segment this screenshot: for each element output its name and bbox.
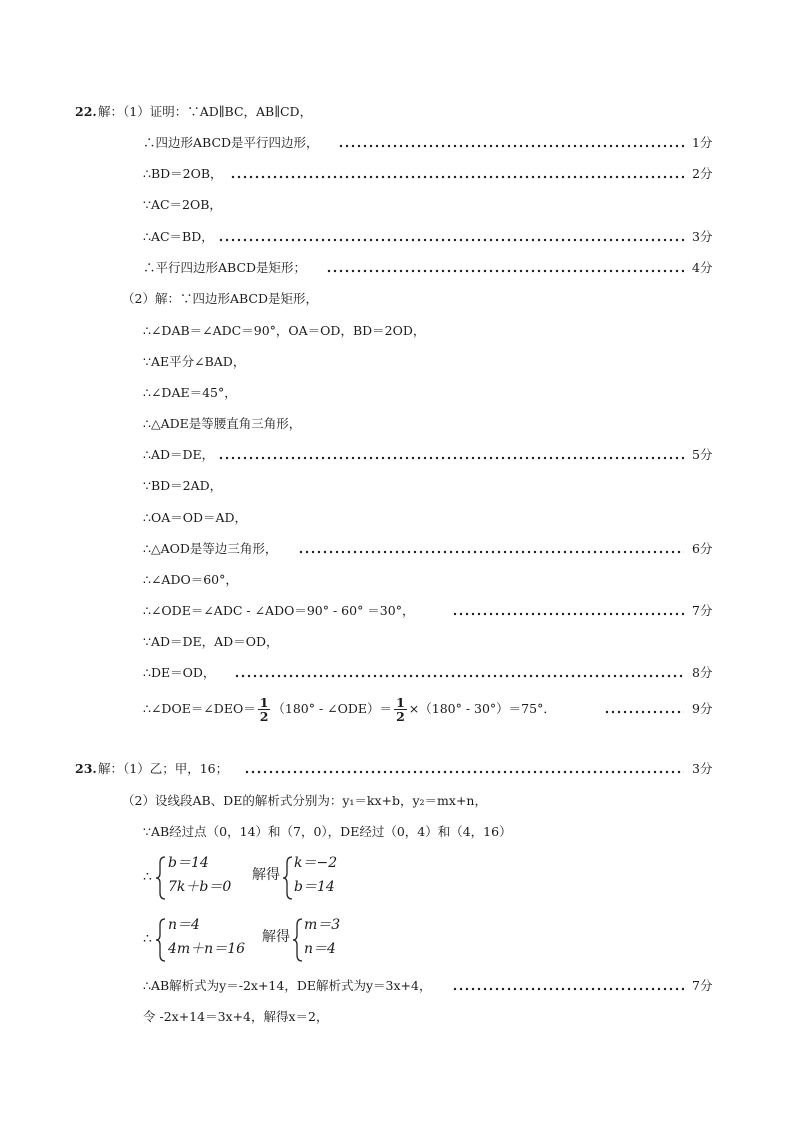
question-number: 22. <box>75 104 97 119</box>
eq-part-2: （180° - ∠ODE）＝ <box>272 701 393 716</box>
step-text: ∴△ADE是等腰直角三角形， <box>143 416 302 431</box>
q22-line-1 <box>0 101 794 123</box>
leader-dots <box>244 770 684 774</box>
fraction-denominator: 2 <box>396 709 405 724</box>
step-text: ∵AC＝2OB， <box>143 197 222 212</box>
q22-line-3 <box>0 163 794 185</box>
q23-line-4 <box>0 975 794 997</box>
fraction-numerator: 1 <box>396 695 405 710</box>
step-text: ∵AB经过点（0，14）和（7，0），DE经过（0，4）和（4，16） <box>143 824 512 839</box>
solve-label: 解得 <box>252 867 280 883</box>
solution-equation: b＝14 <box>294 879 335 895</box>
step-text: 解：（1）证明：∵AD∥BC，AB∥CD， <box>98 104 313 119</box>
q22-line-2 <box>0 132 794 154</box>
left-brace-icon <box>155 918 167 962</box>
q22-line-15 <box>0 538 794 560</box>
score-mark: 8分 <box>692 665 713 680</box>
step-text: ∵AE平分∠BAD， <box>143 354 246 369</box>
step-text: ∴∠DAB＝∠ADC＝90°，OA＝OD，BD＝2OD， <box>143 323 426 338</box>
step-text: ∵BD＝2AD， <box>143 478 223 493</box>
step-text: 令 -2x+14＝3x+4，解得x＝2， <box>143 1009 329 1024</box>
step-text: ∴AB解析式为y＝-2x+14，DE解析式为y＝3x+4， <box>143 978 432 993</box>
fraction-half <box>258 696 271 723</box>
leader-dots <box>218 238 684 242</box>
step-text: ∴AD＝DE， <box>143 447 215 462</box>
step-text: ∵AD＝DE，AD＝OD， <box>143 634 279 649</box>
q23-line-5 <box>0 1006 794 1028</box>
left-brace-icon <box>155 856 167 900</box>
step-text: ∴DE＝OD， <box>143 665 216 680</box>
fraction-denominator: 2 <box>259 709 269 724</box>
step-text: ∴∠DAE＝45°， <box>143 385 237 400</box>
score-mark: 7分 <box>692 978 713 993</box>
step-text: 解：（1）乙；甲，16； <box>98 761 229 776</box>
step-text: ∴AC＝BD， <box>143 229 214 244</box>
eq-part-3: ×（180° - 30°）＝75°． <box>408 701 556 716</box>
step-text: ∴平行四边形ABCD是矩形； <box>143 260 307 275</box>
q22-line-18 <box>0 631 794 653</box>
q22-line-4 <box>0 194 794 216</box>
q22-line-8 <box>0 320 794 342</box>
fraction-numerator: 1 <box>259 695 269 710</box>
leader-dots <box>218 456 684 460</box>
final-equation <box>143 696 556 723</box>
q22-line-5 <box>0 226 794 248</box>
score-mark: 7分 <box>692 603 713 618</box>
leader-dots <box>452 987 684 991</box>
step-text: ∴OA＝OD＝AD， <box>143 510 248 525</box>
q23-line-1 <box>0 758 794 780</box>
left-brace-icon <box>282 856 294 900</box>
solution-equation: m＝3 <box>304 917 341 933</box>
score-mark: 5分 <box>692 447 713 462</box>
system-equation: 7k＋b＝0 <box>168 879 232 895</box>
question-number: 23. <box>75 761 97 776</box>
q22-line-10 <box>0 382 794 404</box>
score-mark: 1分 <box>692 135 713 150</box>
score-mark: 2分 <box>692 166 713 181</box>
leader-dots <box>452 612 684 616</box>
q22-line-20 <box>0 696 794 722</box>
q22-line-9 <box>0 351 794 373</box>
step-text: ∴四边形ABCD是平行四边形， <box>143 135 319 150</box>
q23-line-2 <box>0 790 794 812</box>
score-mark: 4分 <box>692 260 713 275</box>
leader-dots <box>326 269 684 273</box>
equation-system-1 <box>0 852 794 904</box>
step-text: （2）解：∵四边形ABCD是矩形， <box>122 291 318 306</box>
score-mark: 9分 <box>692 701 713 716</box>
system-equation: 4m＋n＝16 <box>168 941 246 957</box>
leader-dots <box>604 710 684 714</box>
system-equation: n＝4 <box>168 917 200 933</box>
q22-line-13 <box>0 475 794 497</box>
score-mark: 6分 <box>692 541 713 556</box>
q22-line-19 <box>0 662 794 684</box>
therefore-symbol: ∴ <box>143 931 152 947</box>
eq-part-1: ∴∠DOE＝∠DEO＝ <box>143 701 256 716</box>
solve-label: 解得 <box>262 929 290 945</box>
step-text: ∴∠ADO＝60°， <box>143 572 238 587</box>
step-text: （2）设线段AB、DE的解析式分别为：y₁＝kx+b，y₂＝mx+n， <box>122 793 487 808</box>
q22-line-16 <box>0 569 794 591</box>
q22-line-7 <box>0 288 794 310</box>
step-text: ∴BD＝2OB， <box>143 166 223 181</box>
leader-dots <box>234 674 684 678</box>
equation-system-2 <box>0 914 794 966</box>
q22-line-14 <box>0 507 794 529</box>
left-brace-icon <box>292 918 304 962</box>
q22-line-12 <box>0 444 794 466</box>
q23-line-3 <box>0 821 794 843</box>
q22-line-6 <box>0 257 794 279</box>
score-mark: 3分 <box>692 229 713 244</box>
system-equation: b＝14 <box>168 855 209 871</box>
solution-equation: n＝4 <box>304 941 336 957</box>
solution-equation: k＝−2 <box>294 855 338 871</box>
q22-line-11 <box>0 413 794 435</box>
score-mark: 3分 <box>692 761 713 776</box>
leader-dots <box>338 144 684 148</box>
leader-dots <box>230 175 684 179</box>
leader-dots <box>298 550 684 554</box>
therefore-symbol: ∴ <box>143 869 152 885</box>
step-text: ∴∠ODE＝∠ADC - ∠ADO＝90° - 60° ＝30°， <box>143 603 415 618</box>
q22-line-17 <box>0 600 794 622</box>
fraction-half <box>394 696 407 723</box>
step-text: ∴△AOD是等边三角形， <box>143 541 278 556</box>
